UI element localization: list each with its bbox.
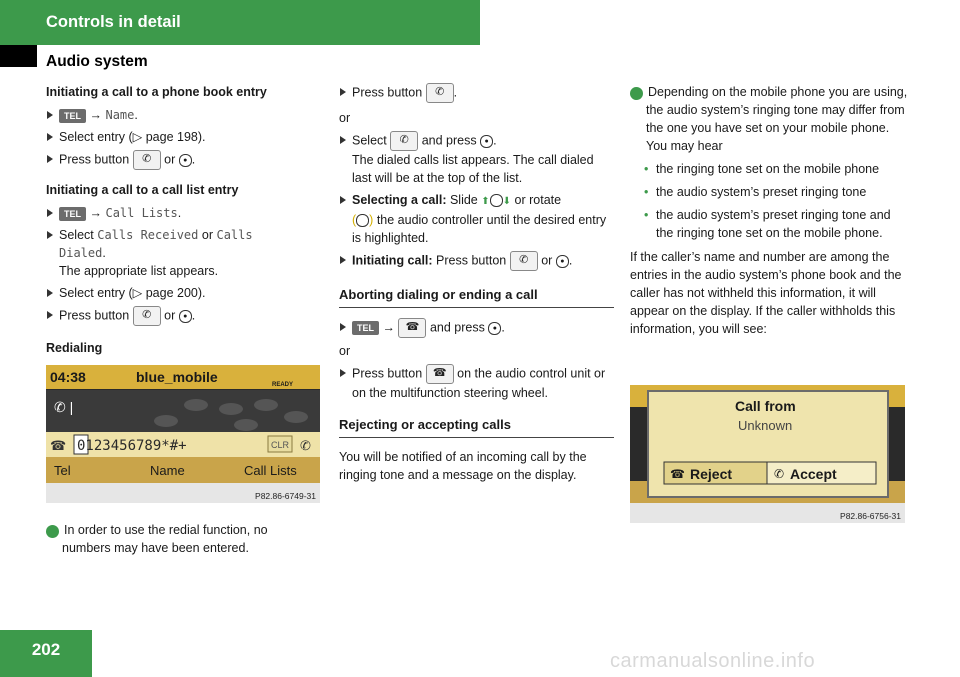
heading-rejecting: Rejecting or accepting calls [339,416,614,438]
step-7: Press button ✆ or ● . [46,306,306,326]
step-6: Select entry (▷ page 200). [46,284,306,302]
step-7-or: or [164,308,176,323]
step-5 [46,226,306,280]
incoming-call-display [630,385,905,503]
call-button-icon: ✆ [426,83,454,103]
end-call-button-icon: ☎ [398,318,426,338]
ringtone-info [626,83,910,155]
step-2: Select entry (▷ page 198). [46,128,306,146]
caller-name: Unknown [738,418,793,433]
call-button-icon: ✆ [510,251,538,271]
menu-name: Name [150,463,185,478]
controller-press-icon: ● [179,310,192,323]
menu-call-lists: Call Lists [244,463,297,478]
step-3-text: Press button [59,152,130,167]
slide-down-icon: ⬇ [502,196,512,207]
step-7-text: Press button [59,308,130,323]
page-number: 202 [31,640,61,659]
step-initiating-call: Initiating call: Press button ✆ or ● . [339,251,614,271]
info-text: Depending on the mobile phone you are using, the audio system’s ringing tone may differ from the one you have set on your mobile phone. You may hear [646,85,908,153]
step-end-call [339,364,614,402]
rejecting-paragraph: You will be notified of an incoming call by the ringing tone and a message on the display. [339,450,587,482]
step-note: The dialed calls list appears. The call dialed last will be at the top of the list. [352,153,594,185]
bullet-3: • the audio system’s preset ringing tone and the ringing tone set on the mobile phone. [630,206,910,242]
column-1 [46,83,306,357]
call-from-title: Call from [735,398,796,414]
step-1 [46,106,306,124]
arrow: → [89,206,102,220]
call-button-icon: ✆ [133,306,161,326]
or-2: or [339,344,351,358]
accept-button: Accept [790,466,837,482]
info-icon: i [46,525,59,538]
step-text: and press [429,320,485,335]
controller-press-icon: ● [488,322,501,335]
section-tab [0,45,37,67]
slide-controller-icon: ⬆ [481,196,490,207]
bullet-2: • the audio system’s preset ringing tone [630,183,910,201]
end-call-button-icon: ☎ [426,364,454,384]
step-text: Select [352,133,387,148]
figure-code: P82.86-6756-31 [840,511,901,521]
rotate-controller-icon: ( [352,213,357,227]
controller-press-icon: ● [556,255,569,268]
step-bold: Initiating call: [352,253,433,268]
reject-icon: ☎ [670,467,685,481]
redial-info [42,521,308,557]
display-phone-name: blue_mobile [136,369,218,385]
call-icon: ✆ [300,438,311,453]
arrow: → [382,320,395,335]
step-5-note: The appropriate list appears. [59,264,219,278]
period: . [102,246,106,260]
step-text: Press button [352,85,423,100]
tel-key-icon: TEL [352,321,379,335]
figure-code: P82.86-6749-31 [255,491,316,501]
step-5-text: Select [59,228,94,242]
step-text-2: or rotate [514,193,562,207]
step-text: Slide [449,193,478,207]
accept-icon: ✆ [774,467,785,481]
controller-press-icon: ● [179,154,192,167]
redial-display-figure [46,365,320,503]
caller-paragraph: If the caller’s name and number are among the entries in the audio system’s phone book and the caller has not withheld this information, it will appear on the display. If the caller withholds this information, you will see: [630,250,902,336]
ready-indicator: READY [272,382,294,388]
digit-row: 0123456789*#+ [77,438,187,454]
section-title: Audio system [46,53,148,70]
info-text: In order to use the redial function, no numbers may have been entered. [62,523,268,555]
handset-menu-icon: ✆ [390,131,418,151]
menu-tel: Tel [54,463,71,478]
end-call-icon: ☎ [50,438,67,453]
handset-icon: ✆ | [54,399,74,415]
chapter-title: Controls in detail [46,13,181,31]
menu-calls-received: Calls Received [97,228,199,242]
step-select: Select ✆ and press ● . The dialed calls list appears. The call dialed last will be at the top of the list. [339,131,614,187]
bullet-1: • the ringing tone set on the mobile phone [630,160,910,178]
heading-aborting: Aborting dialing or ending a call [339,286,614,308]
redial-display [46,365,320,483]
info-icon: i [630,87,643,100]
incoming-call-figure [630,385,905,523]
call-button-icon: ✆ [133,150,161,170]
column-3 [626,83,910,338]
column-2 [339,83,614,484]
controller-press-icon: ● [480,135,493,148]
rotate-controller-icon: ) [369,213,374,227]
period: . [134,108,138,122]
reject-button: Reject [690,466,733,482]
step-abort: TEL → ☎ and press ● . [339,318,614,338]
period: . [177,206,182,220]
controller-icon [490,194,503,207]
step-4 [46,204,306,222]
step-text-3: the audio controller until the desired entry is highlighted. [352,213,607,245]
or-1: or [339,111,351,125]
step-text: Press button [436,253,507,268]
menu-call-lists: Call Lists [105,206,178,220]
step-3: Press button ✆ or ● . [46,150,306,170]
menu-calls-dialed: Calls Dialed [59,228,253,260]
heading-redialing: Redialing [46,341,103,355]
step-text-2: and press [421,133,477,148]
step-5-or: or [201,228,213,242]
heading-phone-book: Initiating a call to a phone book entry [46,85,267,99]
step-or: or [541,253,553,268]
step-3-or: or [164,152,176,167]
step-bold: Selecting a call: [352,193,447,207]
display-time: 04:38 [50,369,86,385]
step-text-2: on the audio control unit or on the multifunction steering wheel. [352,366,606,400]
tel-key-icon: TEL [59,207,86,221]
watermark: carmanualsonline.info [610,650,816,672]
heading-call-list: Initiating a call to a call list entry [46,183,239,197]
step-press-button: Press button ✆ . [339,83,614,103]
tel-key-icon: TEL [59,109,86,123]
arrow: → [89,108,102,122]
menu-name: Name [105,108,135,122]
step-selecting-call [339,191,614,247]
controller-icon [356,214,369,227]
step-text: Press button [352,366,423,381]
clr-key: CLR [271,440,290,450]
